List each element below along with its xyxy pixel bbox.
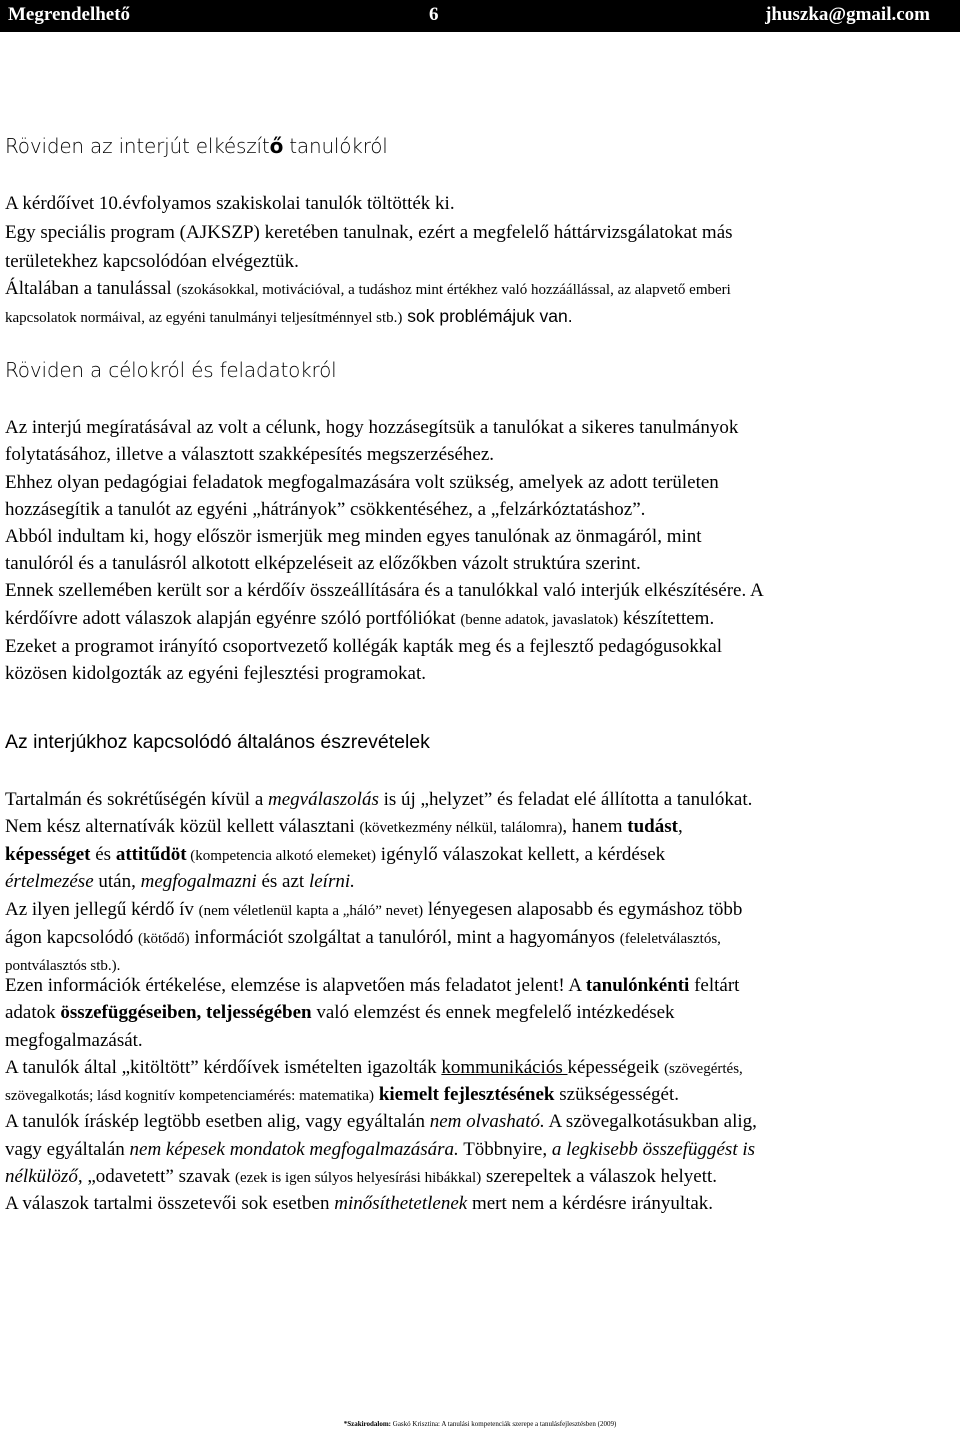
text-line: tanulóról és a tanulásról alkotott elképzeléseit az előzőkben vázolt struktúra szerint. bbox=[5, 553, 641, 574]
page-number: 6 bbox=[429, 4, 439, 25]
text-line: területekhez kapcsolódóan elvégeztük. bbox=[5, 251, 299, 272]
page-header bbox=[0, 0, 960, 32]
text-line: kapcsolatok normáival, az egyéni tanulmányi teljesítménnyel stb.) sok problémájuk van. bbox=[5, 306, 573, 326]
text-line: Ezeket a programot irányító csoportvezető kollégák kapták meg és a fejlesztő pedagógusokkal bbox=[5, 636, 722, 657]
text-line: Egy speciális program (AJKSZP) keretében tanulnak, ezért a megfelelő háttárvizsgálatokat más bbox=[5, 222, 733, 243]
text-line: Nem kész alternatívák közül kellett választani (következmény nélkül, találomra), hanem tudást, bbox=[5, 816, 683, 837]
text-line: Általában a tanulással (szokásokkal, motivációval, a tudáshoz mint értékhez való hozzáállással, az alapvető emberi bbox=[5, 278, 731, 299]
text-line: Az ilyen jellegű kérdő ív (nem véletlenül kapta a „háló” nevet) lényegesen alaposabb és egymáshoz több bbox=[5, 899, 743, 920]
section-title-students: Röviden az interjút elkészítő tanulókról bbox=[5, 134, 388, 158]
text-line: Az interjú megíratásával az volt a célunk, hogy hozzásegítsük a tanulókat a sikeres tanulmányok bbox=[5, 417, 739, 438]
text-line: Abból indultam ki, hogy először ismerjük meg minden egyes tanulónak az önmagáról, mint bbox=[5, 526, 702, 547]
text-line: értelmezése után, megfogalmazni és azt leírni. bbox=[5, 871, 355, 892]
header-title: Megrendelhető bbox=[8, 4, 131, 25]
text-line: A tanulók íráskép legtöbb esetben alig, vagy egyáltalán nem olvasható. A szövegalkotásukban alig, bbox=[5, 1111, 757, 1132]
text-line: nélkülöző, „odavetett” szavak (ezek is igen súlyos helyesírási hibákkal) szerepeltek a válaszok helyett. bbox=[5, 1166, 718, 1187]
text-line: Tartalmán és sokrétűségén kívül a megválaszolás is új „helyzet” és feladat elé állította a tanulókat. bbox=[5, 789, 753, 810]
text-line: pontválasztós stb.). bbox=[5, 958, 121, 974]
section-title-observations: Az interjúkhoz kapcsolódó általános észrevételek bbox=[5, 731, 430, 753]
text-line: vagy egyáltalán nem képesek mondatok megfogalmazására. Többnyire, a legkisebb összefüggést is bbox=[5, 1139, 756, 1160]
text-line: A válaszok tartalmi összetevői sok esetben minősíthetetlenek mert nem a kérdésre irányultak. bbox=[5, 1193, 714, 1214]
text-line: megfogalmazását. bbox=[5, 1030, 143, 1051]
text-line: Ezen információk értékelése, elemzése is alapvetően más feladatot jelent! A tanulónkénti feltárt bbox=[5, 975, 740, 996]
footer-reference: *Szakirodalom: Gaskó Krisztina: A tanulási kompetenciák szerepe a tanulásfejlesztésben (2009) bbox=[343, 1420, 617, 1428]
text-line: szövegalkotás; lásd kognitív kompetenciamérés: matematika) kiemelt fejlesztésének szükségességét. bbox=[5, 1084, 680, 1105]
text-line: Ehhez olyan pedagógiai feladatok megfogalmazására volt szükség, amelyek az adott területen bbox=[5, 472, 719, 493]
text-line: adatok összefüggéseiben, teljességében való elemzést és ennek megfelelő intézkedések bbox=[5, 1002, 675, 1023]
text-line: A kérdőívet 10.évfolyamos szakiskolai tanulók töltötték ki. bbox=[5, 193, 455, 214]
text-line: folytatásához, illetve a választott szakképesítés megszerzéséhez. bbox=[5, 444, 495, 465]
text-line: közösen kidolgozták az egyéni fejlesztési programokat. bbox=[5, 663, 427, 684]
text-line: A tanulók által „kitöltött” kérdőívek ismételten igazolták kommunikációs képességeik (szövegértés, bbox=[5, 1057, 743, 1078]
text-line: kérdőívre adott válaszok alapján egyénre szóló portfóliókat (benne adatok, javaslatok) készítettem. bbox=[5, 608, 715, 629]
text-line: képességet és attitűdöt (kompetencia alkotó elemeket) igénylő válaszokat kellett, a kérdések bbox=[5, 844, 666, 865]
header-email: jhuszka@gmail.com bbox=[765, 4, 930, 25]
text-line: hozzásegítik a tanulót az egyéni „hátrányok” csökkentéséhez, a „felzárkóztatáshoz”. bbox=[5, 499, 646, 520]
text-line: Ennek szellemében került sor a kérdőív összeállítására és a tanulókkal való interjúk elkészítésére. A bbox=[5, 580, 764, 601]
section-title-goals: Röviden a célokról és feladatokról bbox=[5, 358, 337, 382]
text-line: ágon kapcsolódó (kötődő) információt szolgáltat a tanulóról, mint a hagyományos (feleletválasztós, bbox=[5, 927, 721, 948]
